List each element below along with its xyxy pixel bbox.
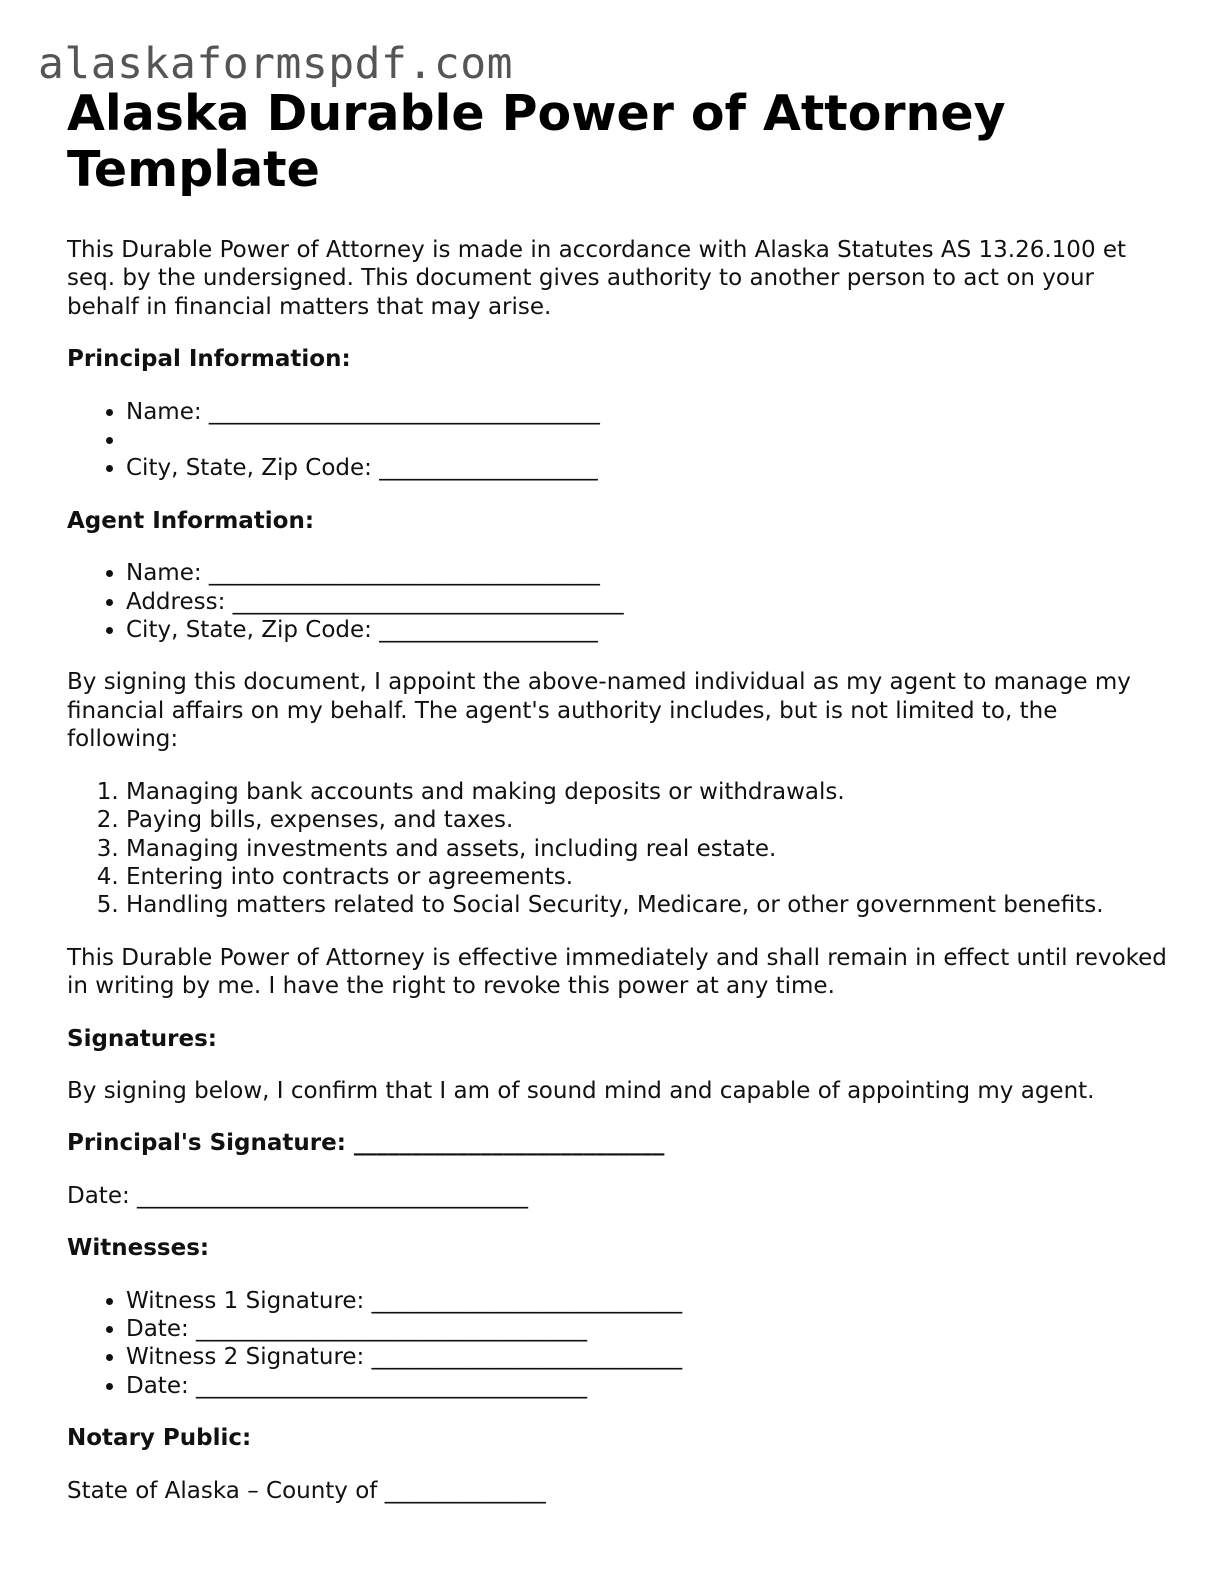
site-watermark: alaskaformspdf.com xyxy=(38,39,513,89)
principal-address-field[interactable] xyxy=(126,426,1167,454)
principal-list xyxy=(67,398,1167,483)
power-item: 3. Managing investments and assets, including real estate. xyxy=(126,835,1167,863)
signatures-statement: By signing below, I confirm that I am of sound mind and capable of appointing my agent. xyxy=(67,1077,1095,1104)
power-item: 4. Entering into contracts or agreements. xyxy=(126,863,1167,891)
document-body xyxy=(67,86,1167,1505)
principal-date-field[interactable]: Date: __________________________________ xyxy=(67,1182,529,1209)
agent-city-field[interactable]: • City, State, Zip Code: ___________________ xyxy=(126,616,1167,644)
witness-2-signature-field[interactable]: • Witness 2 Signature: ___________________________ xyxy=(126,1343,1167,1371)
notary-county-field[interactable]: State of Alaska – County of ______________ xyxy=(67,1477,546,1504)
witness-1-signature-field[interactable]: • Witness 1 Signature: ___________________________ xyxy=(126,1287,1167,1315)
power-item: 2. Paying bills, expenses, and taxes. xyxy=(126,806,1167,834)
notary-heading: Notary Public: xyxy=(67,1425,252,1452)
page-title: Alaska Durable Power of Attorney Template xyxy=(67,85,1006,198)
principal-signature-field[interactable]: Principal's Signature: ___________________________ xyxy=(67,1130,665,1157)
witnesses-list xyxy=(67,1287,1167,1401)
appointment-paragraph: By signing this document, I appoint the above-named individual as my agent to manage my financial affairs on my behalf. The agent's authority includes, but is not limited to, the following: xyxy=(67,669,1131,753)
intro-paragraph: This Durable Power of Attorney is made in accordance with Alaska Statutes AS 13.26.100 et seq. by the undersigned. This document gives authority to another person to act on your behalf in financial matters that may arise. xyxy=(67,237,1127,320)
agent-name-field[interactable]: • Name: __________________________________ xyxy=(126,559,1167,587)
principal-city-field[interactable]: • City, State, Zip Code: ___________________ xyxy=(126,454,1167,482)
witnesses-heading: Witnesses: xyxy=(67,1235,210,1262)
power-item: 5. Handling matters related to Social Security, Medicare, or other government benefits. xyxy=(126,891,1167,919)
witness-2-date-field[interactable]: • Date: __________________________________ xyxy=(126,1372,1167,1400)
agent-address-field[interactable]: • Address: __________________________________ xyxy=(126,588,1167,616)
agent-list xyxy=(67,559,1167,644)
principal-heading: Principal Information: xyxy=(67,346,351,373)
powers-list xyxy=(67,778,1167,920)
signatures-heading: Signatures: xyxy=(67,1025,218,1052)
effective-paragraph: This Durable Power of Attorney is effective immediately and shall remain in effect until revoked in writing by me. I have the right to revoke this power at any time. xyxy=(67,944,1167,1000)
agent-heading: Agent Information: xyxy=(67,507,315,534)
witness-1-date-field[interactable]: • Date: __________________________________ xyxy=(126,1315,1167,1343)
principal-name-field[interactable]: • Name: __________________________________ xyxy=(126,398,1167,426)
power-item: 1. Managing bank accounts and making deposits or withdrawals. xyxy=(126,778,1167,806)
